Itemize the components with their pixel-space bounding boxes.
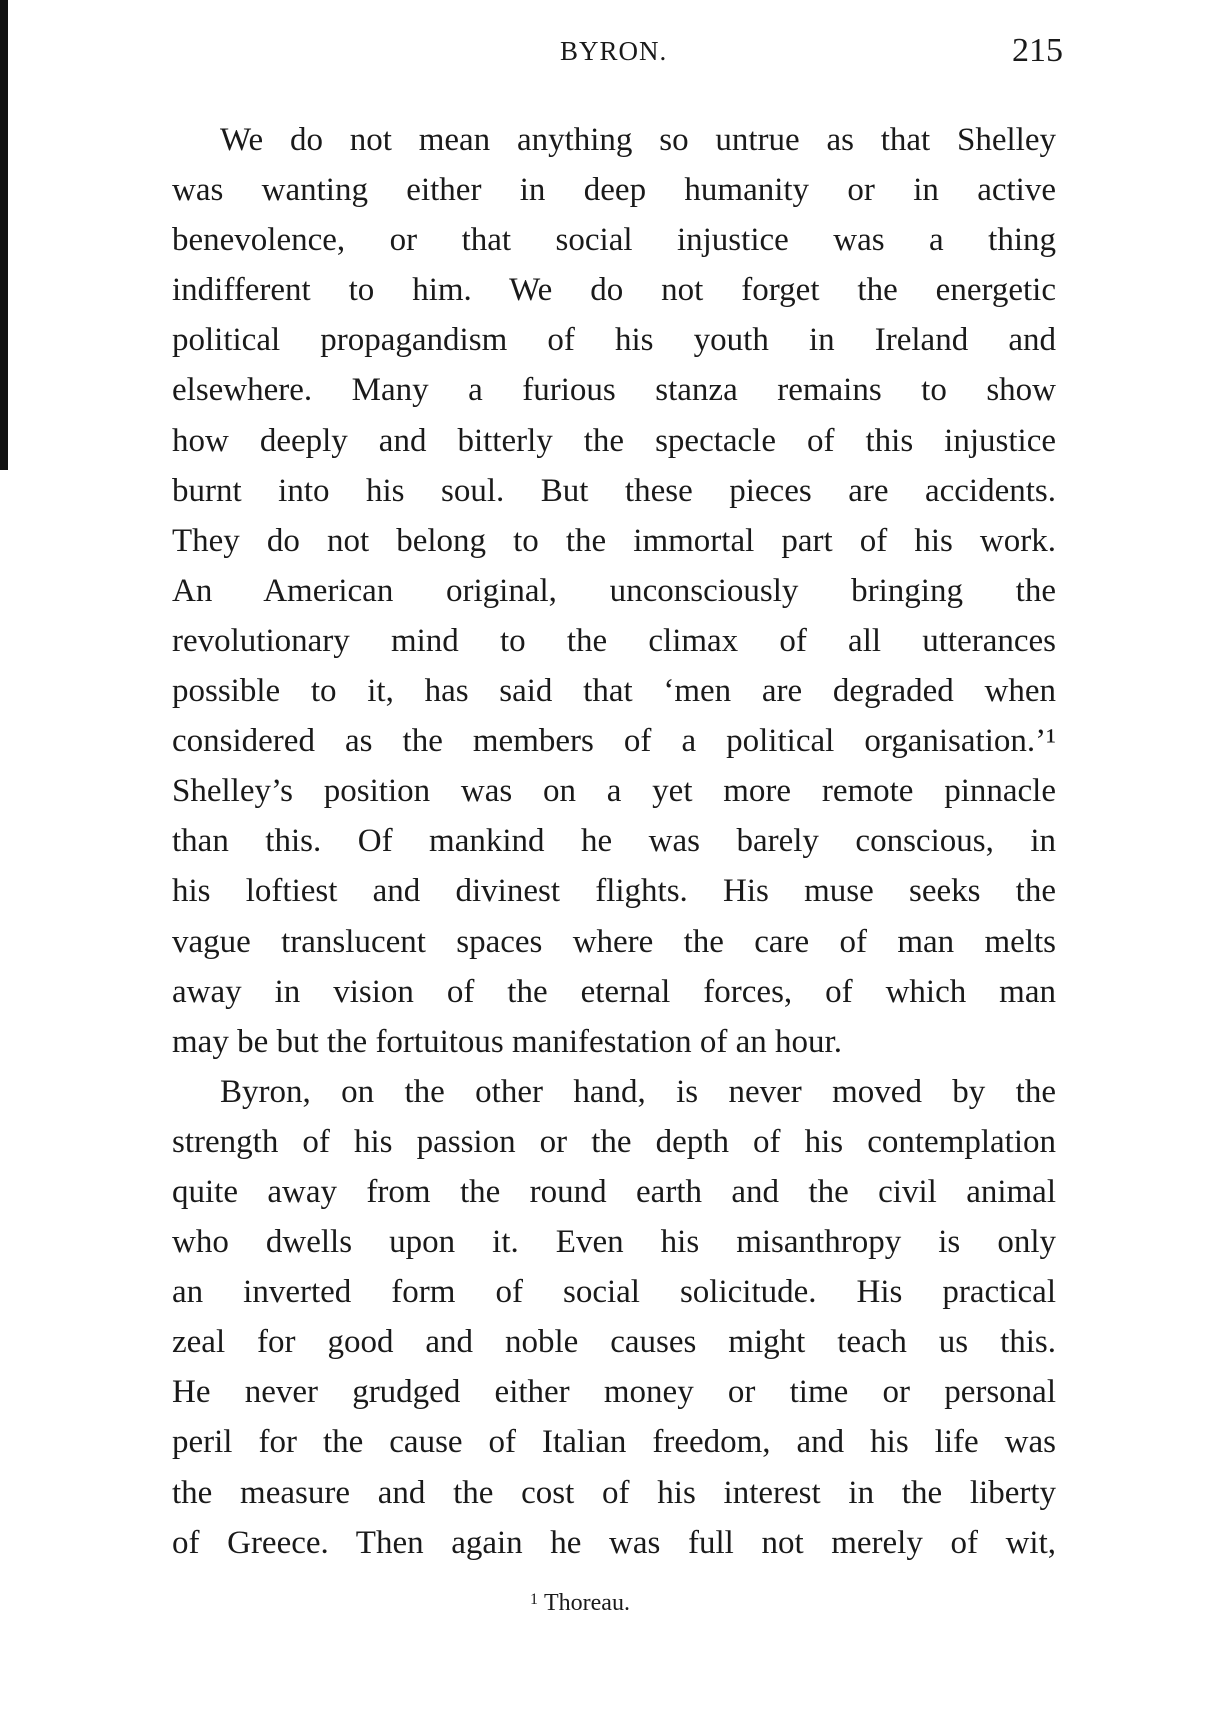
text-line: of Greece. Then again he was full not merely of wit, — [172, 1524, 1056, 1561]
text-line: an inverted form of social solicitude. His practical — [172, 1274, 1056, 1311]
text-line: indifferent to him. We do not forget the energetic — [172, 272, 1056, 309]
footnote — [530, 1590, 630, 1617]
text-line: We do not mean anything so untrue as that Shelley — [220, 122, 1056, 158]
text-line: benevolence, or that social injustice was a thing — [172, 222, 1056, 259]
text-line: his loftiest and divinest flights. His muse seeks the — [172, 873, 1056, 910]
text-line: possible to it, has said that ‘men are degraded when — [172, 673, 1056, 710]
scan-edge-shadow — [0, 0, 8, 470]
text-line: He never grudged either money or time or personal — [172, 1374, 1056, 1411]
running-title: BYRON. — [560, 36, 668, 66]
text-line: who dwells upon it. Even his misanthropy is only — [172, 1224, 1056, 1261]
text-line: may be but the fortuitous manifestation of an hour. — [172, 1023, 842, 1060]
text-line: elsewhere. Many a furious stanza remains to show — [172, 372, 1056, 409]
footnote-marker: 1 — [530, 1591, 538, 1608]
text-line: political propagandism of his youth in Ireland and — [172, 322, 1056, 359]
page-number: 215 — [1012, 32, 1063, 69]
text-line: was wanting either in deep humanity or in active — [172, 172, 1056, 209]
text-line: quite away from the round earth and the civil animal — [172, 1173, 1056, 1210]
text-line: strength of his passion or the depth of his contemplation — [172, 1123, 1056, 1160]
text-line: how deeply and bitterly the spectacle of this injustice — [172, 422, 1056, 459]
text-line: Byron, on the other hand, is never moved by the — [220, 1073, 1056, 1110]
text-line: peril for the cause of Italian freedom, and his life was — [172, 1424, 1056, 1461]
text-line: Shelley’s position was on a yet more remote pinnacle — [172, 773, 1056, 810]
text-line: An American original, unconsciously bringing the — [172, 572, 1056, 609]
text-line: revolutionary mind to the climax of all utterances — [172, 622, 1056, 659]
text-line: zeal for good and noble causes might teach us this. — [172, 1324, 1056, 1361]
text-line: considered as the members of a political organisation.’¹ — [172, 723, 1056, 760]
text-line: away in vision of the eternal forces, of which man — [172, 973, 1056, 1010]
body-text — [172, 115, 1056, 1568]
text-line: than this. Of mankind he was barely conscious, in — [172, 823, 1056, 860]
text-line: They do not belong to the immortal part of his work. — [172, 522, 1056, 559]
footnote-text: Thoreau. — [544, 1590, 630, 1616]
text-line: the measure and the cost of his interest in the liberty — [172, 1474, 1056, 1511]
text-line: vague translucent spaces where the care of man melts — [172, 923, 1056, 960]
text-line: burnt into his soul. But these pieces are accidents. — [172, 472, 1056, 509]
